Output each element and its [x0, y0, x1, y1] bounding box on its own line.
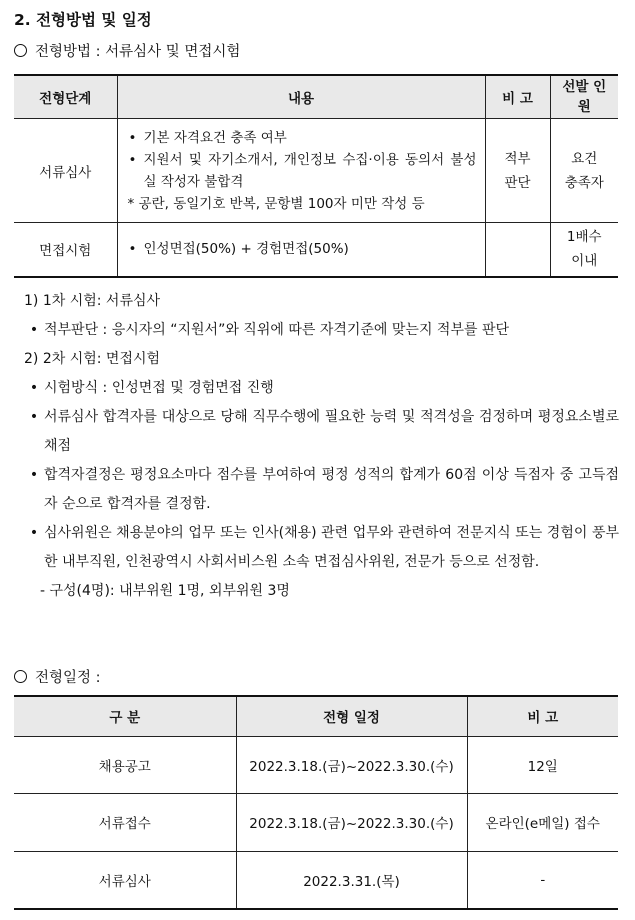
header-date: 전형 일정 — [236, 696, 467, 736]
row-content — [117, 223, 485, 277]
method-text: 전형방법 : 서류심사 및 면접시험 — [35, 44, 241, 60]
table-row — [14, 851, 618, 909]
second-exam-title: 2) 2차 시험: 면접시험 — [24, 351, 161, 367]
method-table — [14, 74, 618, 278]
row-item: 채용공고 — [14, 736, 236, 793]
table-row — [14, 119, 618, 223]
row-item: 서류접수 — [14, 793, 236, 851]
schedule-table — [14, 695, 618, 910]
row-quota: 요건 충족자 — [550, 119, 618, 223]
list-item: • 시험방식 : 인성면접 및 경험면접 진행 — [29, 380, 274, 396]
list-item: • 기본 자격요건 충족 여부 — [128, 129, 287, 146]
composition-line: - 구성(4명): 내부위원 1명, 외부위원 3명 — [40, 583, 290, 599]
table-row — [14, 223, 618, 277]
row-remark: 12일 — [467, 736, 618, 793]
circle-bullet-icon — [14, 670, 27, 683]
row-content — [117, 119, 485, 223]
schedule-line — [14, 666, 101, 687]
list-item: • 서류심사 합격자를 대상으로 당해 직무수행에 필요한 능력 및 적격성을 검정하며 평정요소별로 채점 — [29, 409, 619, 454]
row-stage: 서류심사 — [14, 119, 117, 223]
header-remark: 비 고 — [467, 696, 618, 736]
row-item: 서류심사 — [14, 851, 236, 909]
first-exam-title: 1) 1차 시험: 서류심사 — [24, 293, 161, 309]
row-remark: - — [467, 851, 618, 909]
circle-bullet-icon — [14, 44, 27, 57]
list-item: • 합격자결정은 평정요소마다 점수를 부여하여 평정 성적의 합계가 60점 이상 득점자 중 고득점자 순으로 합격자를 결정함. — [29, 467, 619, 512]
row-remark: 온라인(e메일) 접수 — [467, 793, 618, 851]
row-stage: 면접시험 — [14, 223, 117, 277]
row-remark: 적부 판단 — [485, 119, 550, 223]
method-table-header — [14, 75, 618, 119]
list-item: • 심사위원은 채용분야의 업무 또는 인사(채용) 관련 업무와 관련하여 전문지식 또는 경험이 풍부한 내부직원, 인천광역시 사회서비스원 소속 면접심사위원, 전문가 등으로 선정함. — [29, 525, 619, 570]
row-date: 2022.3.18.(금)~2022.3.30.(수) — [236, 793, 467, 851]
list-item: • 인성면접(50%) + 경험면접(50%) — [128, 241, 349, 258]
row-quota: 1배수 이내 — [550, 223, 618, 277]
list-item: • 지원서 및 자기소개서, 개인정보 수집·이용 동의서 불성실 작성자 불합격 — [128, 151, 477, 190]
method-line — [14, 40, 240, 61]
row-remark — [485, 223, 550, 277]
row-date: 2022.3.18.(금)~2022.3.30.(수) — [236, 736, 467, 793]
schedule-text: 전형일정 : — [35, 670, 101, 686]
header-remark: 비 고 — [485, 75, 550, 119]
table-row — [14, 736, 618, 793]
header-item: 구 분 — [14, 696, 236, 736]
schedule-table-header — [14, 696, 618, 736]
row-date: 2022.3.31.(목) — [236, 851, 467, 909]
details-block — [24, 287, 619, 606]
list-item: • 적부판단 : 응시자의 “지원서”와 직위에 따른 자격기준에 맞는지 적부를 판단 — [29, 322, 509, 338]
header-quota: 선발 인원 — [550, 75, 618, 119]
header-stage: 전형단계 — [14, 75, 117, 119]
row-note: * 공란, 동일기호 반복, 문항별 100자 미만 작성 등 — [127, 195, 425, 212]
table-row — [14, 793, 618, 851]
section-heading: 2. 전형방법 및 일정 — [14, 11, 152, 29]
header-content: 내용 — [117, 75, 485, 119]
